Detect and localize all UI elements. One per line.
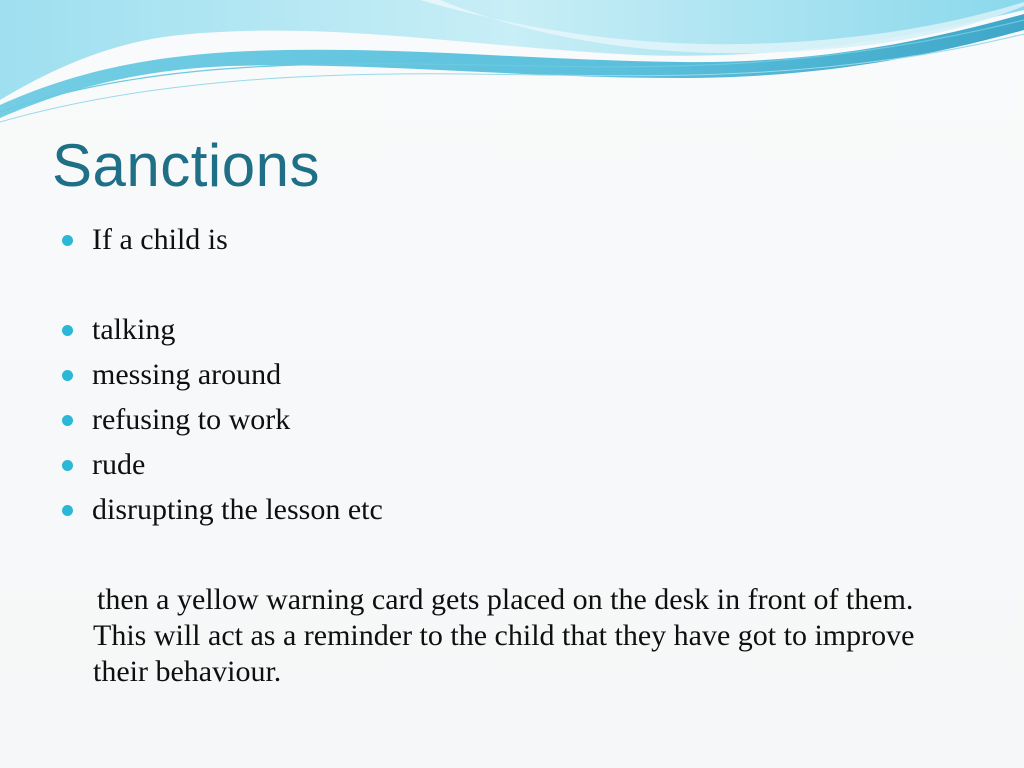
bullet-dot-icon	[62, 235, 73, 246]
bullet-text: If a child is	[92, 223, 228, 256]
bullet-dot-icon	[62, 460, 73, 471]
wave-line-2	[0, 34, 1024, 122]
bullet-dot-icon	[62, 325, 73, 336]
bullet-dot-icon	[62, 415, 73, 426]
slide-title: Sanctions	[52, 132, 320, 199]
bullet-text: refusing to work	[92, 403, 291, 436]
bullet-dot-icon	[62, 370, 73, 381]
bullet-dot-icon	[62, 505, 73, 516]
bullet-text: rude	[92, 448, 146, 481]
bullet-text: messing around	[92, 358, 282, 391]
bullet-text: talking	[92, 313, 176, 346]
decorative-wave-header	[0, 0, 1024, 130]
body-paragraph: then a yellow warning card gets placed on the desk in front of them. This will act as a reminder to the child that they have got to improve their behaviour.	[93, 583, 915, 688]
bullet-text: disrupting the lesson etc	[92, 493, 383, 526]
